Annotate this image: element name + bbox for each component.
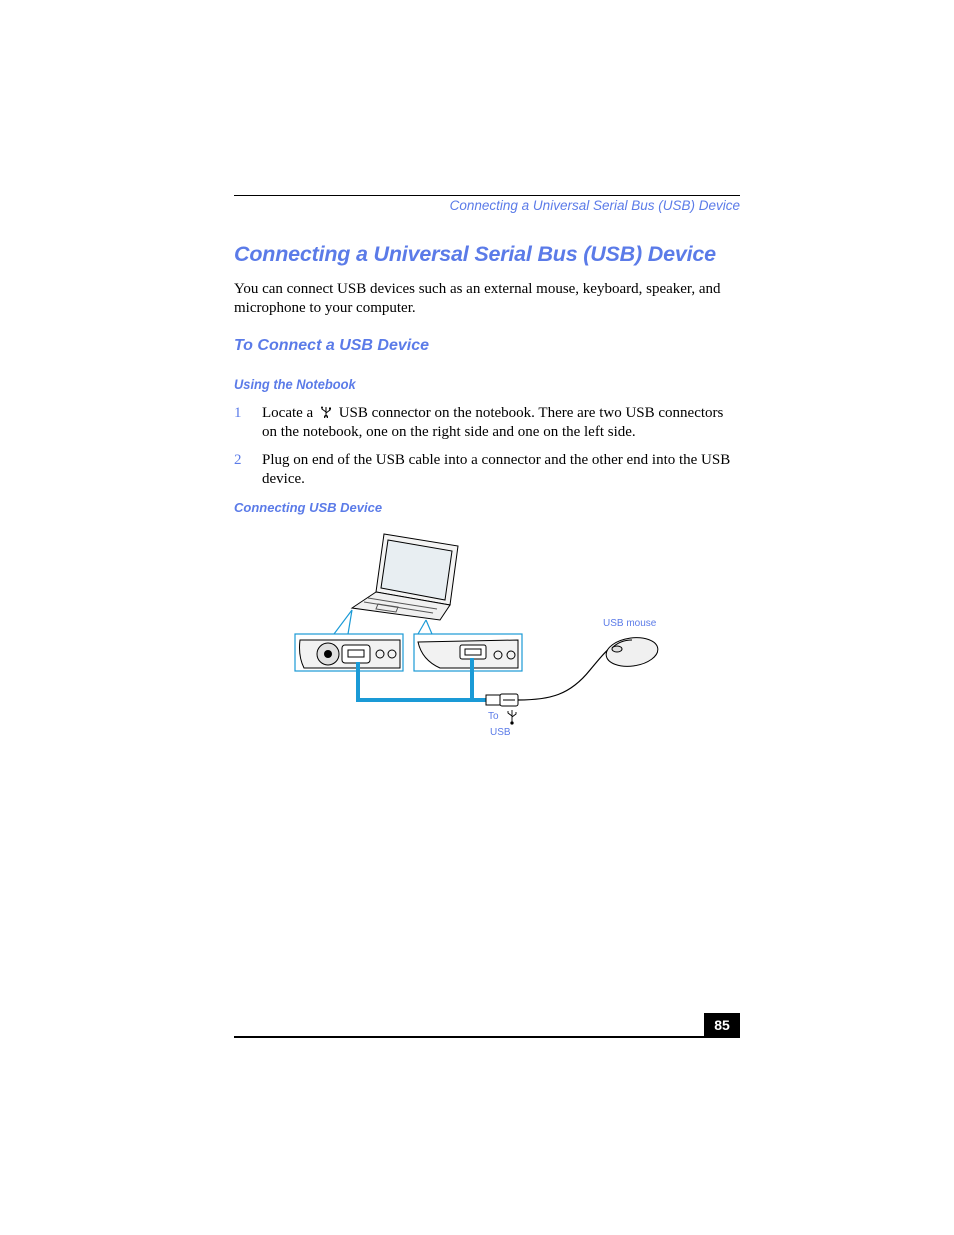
intro-paragraph: You can connect USB devices such as an external mouse, keyboard, speaker, and microphone to your computer.	[234, 281, 721, 316]
page-number: 85	[704, 1013, 740, 1037]
usb-symbol-icon	[320, 406, 332, 418]
to-label: To	[488, 711, 499, 722]
page-title: Connecting a Universal Serial Bus (USB) Device	[234, 242, 716, 266]
usb-label: USB	[490, 727, 511, 738]
usb-plug	[486, 694, 518, 706]
step-text-after: USB connector on the notebook. There are two USB connectors on the notebook, one on the right side and one on the left side.	[262, 405, 724, 440]
footer-rule	[234, 1036, 740, 1038]
running-header: Connecting a Universal Serial Bus (USB) Device	[449, 198, 740, 213]
header-rule	[234, 195, 740, 196]
right-side-port-panel	[414, 634, 522, 671]
step-number: 1	[234, 405, 242, 421]
left-side-port-panel	[295, 634, 403, 671]
laptop-illustration	[352, 534, 458, 620]
usb-mouse-label: USB mouse	[603, 618, 657, 629]
usb-mouse-illustration	[604, 635, 659, 670]
figure-caption: Connecting USB Device	[234, 500, 383, 515]
usb-label-icon	[508, 710, 516, 724]
step-2	[234, 451, 742, 489]
usb-connection-figure	[290, 530, 670, 745]
step-number: 2	[234, 452, 242, 468]
step-text: Plug on end of the USB cable into a connector and the other end into the USB device.	[262, 452, 731, 487]
section-heading: To Connect a USB Device	[234, 337, 430, 354]
step-1	[234, 404, 742, 442]
section-subheading: Using the Notebook	[234, 376, 356, 392]
usb-connection-illustration	[290, 530, 670, 745]
step-text-before: Locate a	[262, 405, 314, 421]
